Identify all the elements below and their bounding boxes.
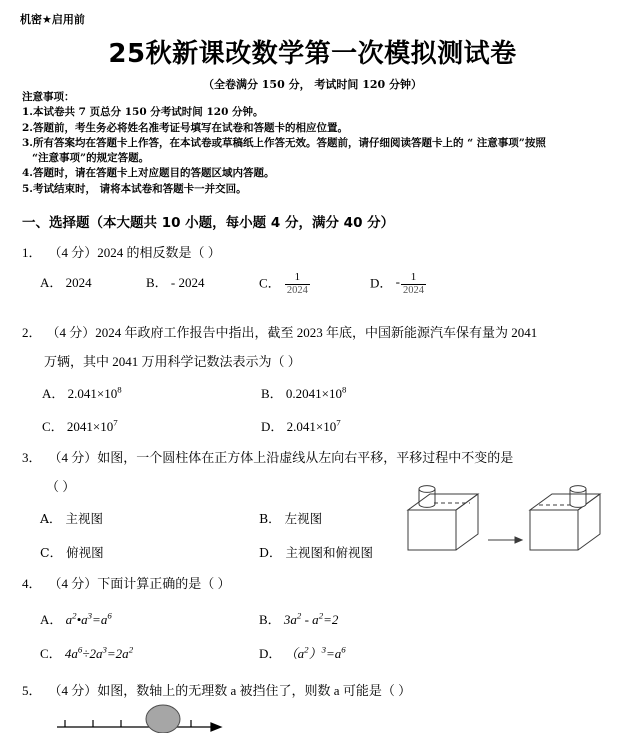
option-4d-expr: $(a^2)^3=a^6$ (284, 644, 346, 661)
option-4d[interactable]: D． $(a^2)^3=a^6$ (259, 644, 346, 661)
question-4-stem (22, 574, 582, 594)
fraction-1d: $\frac{1}{2024}$ (402, 271, 424, 296)
option-2d[interactable]: D． $2.041\times 10^7$ (261, 417, 341, 434)
option-4c[interactable]: C． $4a^6\div 2a^3=2a^2$ (40, 644, 134, 661)
question-2-options (42, 383, 602, 449)
notice-item-3: 3.所有答案均在答题卡上作答，在本试卷或草稿纸上作答无效。答题前，请仔细阅读答题卡上的 “ 注意事项”按照 (22, 136, 546, 149)
question-3-score: （4 分） (48, 450, 98, 465)
question-3-options (40, 509, 600, 577)
question-3-stem-line1 (22, 443, 607, 472)
notice-item-3-cont: “注意事项”的规定答题。 (32, 152, 150, 165)
question-4-text: 下面计算正确的是（ ） (97, 576, 231, 591)
option-1a[interactable]: A． 2024 (40, 275, 92, 290)
figure-number-line-blocked (55, 703, 230, 733)
option-4a-expr: $a^2•a^3=a^6$ (65, 610, 112, 627)
option-3d[interactable]: D． 主视图和俯视图 (259, 545, 374, 560)
option-3c[interactable]: C． 俯视图 (40, 545, 104, 560)
question-1-options (40, 272, 600, 300)
option-4b-expr: $3a^2 - a^2=2$ (283, 610, 339, 627)
question-1-score: （4 分） (48, 245, 98, 260)
question-5 (22, 681, 582, 701)
option-4b[interactable]: B． $3a^2 - a^2=2$ (259, 610, 339, 627)
fraction-1c: $\frac{1}{2024}$ (286, 271, 308, 296)
question-4-score: （4 分） (48, 576, 98, 591)
question-5-score: （4 分） (48, 683, 98, 698)
option-1c[interactable]: C． $\frac{1}{2024}$ (259, 271, 308, 296)
option-3b[interactable]: B． 左视图 (259, 511, 323, 526)
option-2b[interactable]: B． $0.2041\times 10^8$ (261, 384, 347, 401)
question-2-stem-line1 (22, 318, 607, 347)
question-4-options (40, 609, 600, 677)
question-3-number: 3． (22, 450, 42, 465)
page-title: 25秋新课改数学第一次模拟测试卷 (108, 39, 517, 69)
question-2-stem-line2: 万辆，其中 2041 万用科学记数法表示为（ ） (44, 354, 301, 369)
option-3a[interactable]: A． 主视图 (40, 511, 104, 526)
notice-heading: 注意事项： (22, 91, 75, 103)
blocking-blob-icon (146, 705, 180, 733)
option-2a[interactable]: A． $2.041\times 10^8$ (42, 384, 122, 401)
notice-item-1: 1.本试卷共 7 页总分 150 分考试时间 120 分钟。 (22, 106, 264, 119)
question-2-score: （4 分） (46, 325, 96, 340)
question-1-text: 2024 的相反数是（ ） (97, 245, 221, 260)
number-line-axis-icon (57, 720, 221, 731)
confidential-label: 机密★启用前 (20, 13, 85, 26)
option-1b[interactable]: B． - 2024 (146, 275, 205, 290)
question-2-text-1: 2024 年政府工作报告中指出，截至 2023 年底，中国新能源汽车保有量为 2041 (95, 325, 538, 340)
option-4a[interactable]: A． $a^2•a^3=a^6$ (40, 610, 112, 627)
question-3-stem-line2: （ ） (46, 479, 76, 494)
option-4c-expr: $4a^6\div 2a^3=2a^2$ (64, 644, 134, 661)
question-5-stem (22, 681, 582, 701)
question-1-stem (22, 243, 582, 263)
notice-item-2: 2.答题前，考生务必将姓名准考证号填写在试卷和答题卡的相应位置。 (22, 121, 348, 134)
question-1-number: 1． (22, 245, 42, 260)
question-4 (22, 574, 582, 594)
notice-item-5: 5.考试结束时， 请将本试卷和答题卡一并交回。 (22, 182, 247, 195)
question-5-number: 5． (22, 683, 42, 698)
question-4-number: 4． (22, 576, 42, 591)
question-2 (22, 318, 607, 376)
notice-item-4: 4.答题时，请在答题卡上对应题目的答题区域内答题。 (22, 167, 275, 180)
section-heading-choice: 一、选择题（本大题共 10 小题，每小题 4 分，满分 40 分） (22, 215, 395, 231)
notice-block (22, 90, 607, 197)
question-3-text-1: 如图，一个圆柱体在正方体上沿虚线从左向右平移，平移过程中不变的是 (97, 450, 514, 465)
question-2-number: 2． (22, 325, 42, 340)
option-1d[interactable]: D． - $\frac{1}{2024}$ (370, 271, 424, 296)
question-5-text: 如图，数轴上的无理数 a 被挡住了，则数 a 可能是（ ） (97, 683, 412, 698)
option-2c[interactable]: C． $2041\times 10^7$ (42, 417, 118, 434)
minus-sign-1d: - (395, 273, 400, 289)
question-1 (22, 243, 582, 263)
exam-subtitle: （全卷满分 150 分， 考试时间 120 分钟） (202, 78, 423, 91)
